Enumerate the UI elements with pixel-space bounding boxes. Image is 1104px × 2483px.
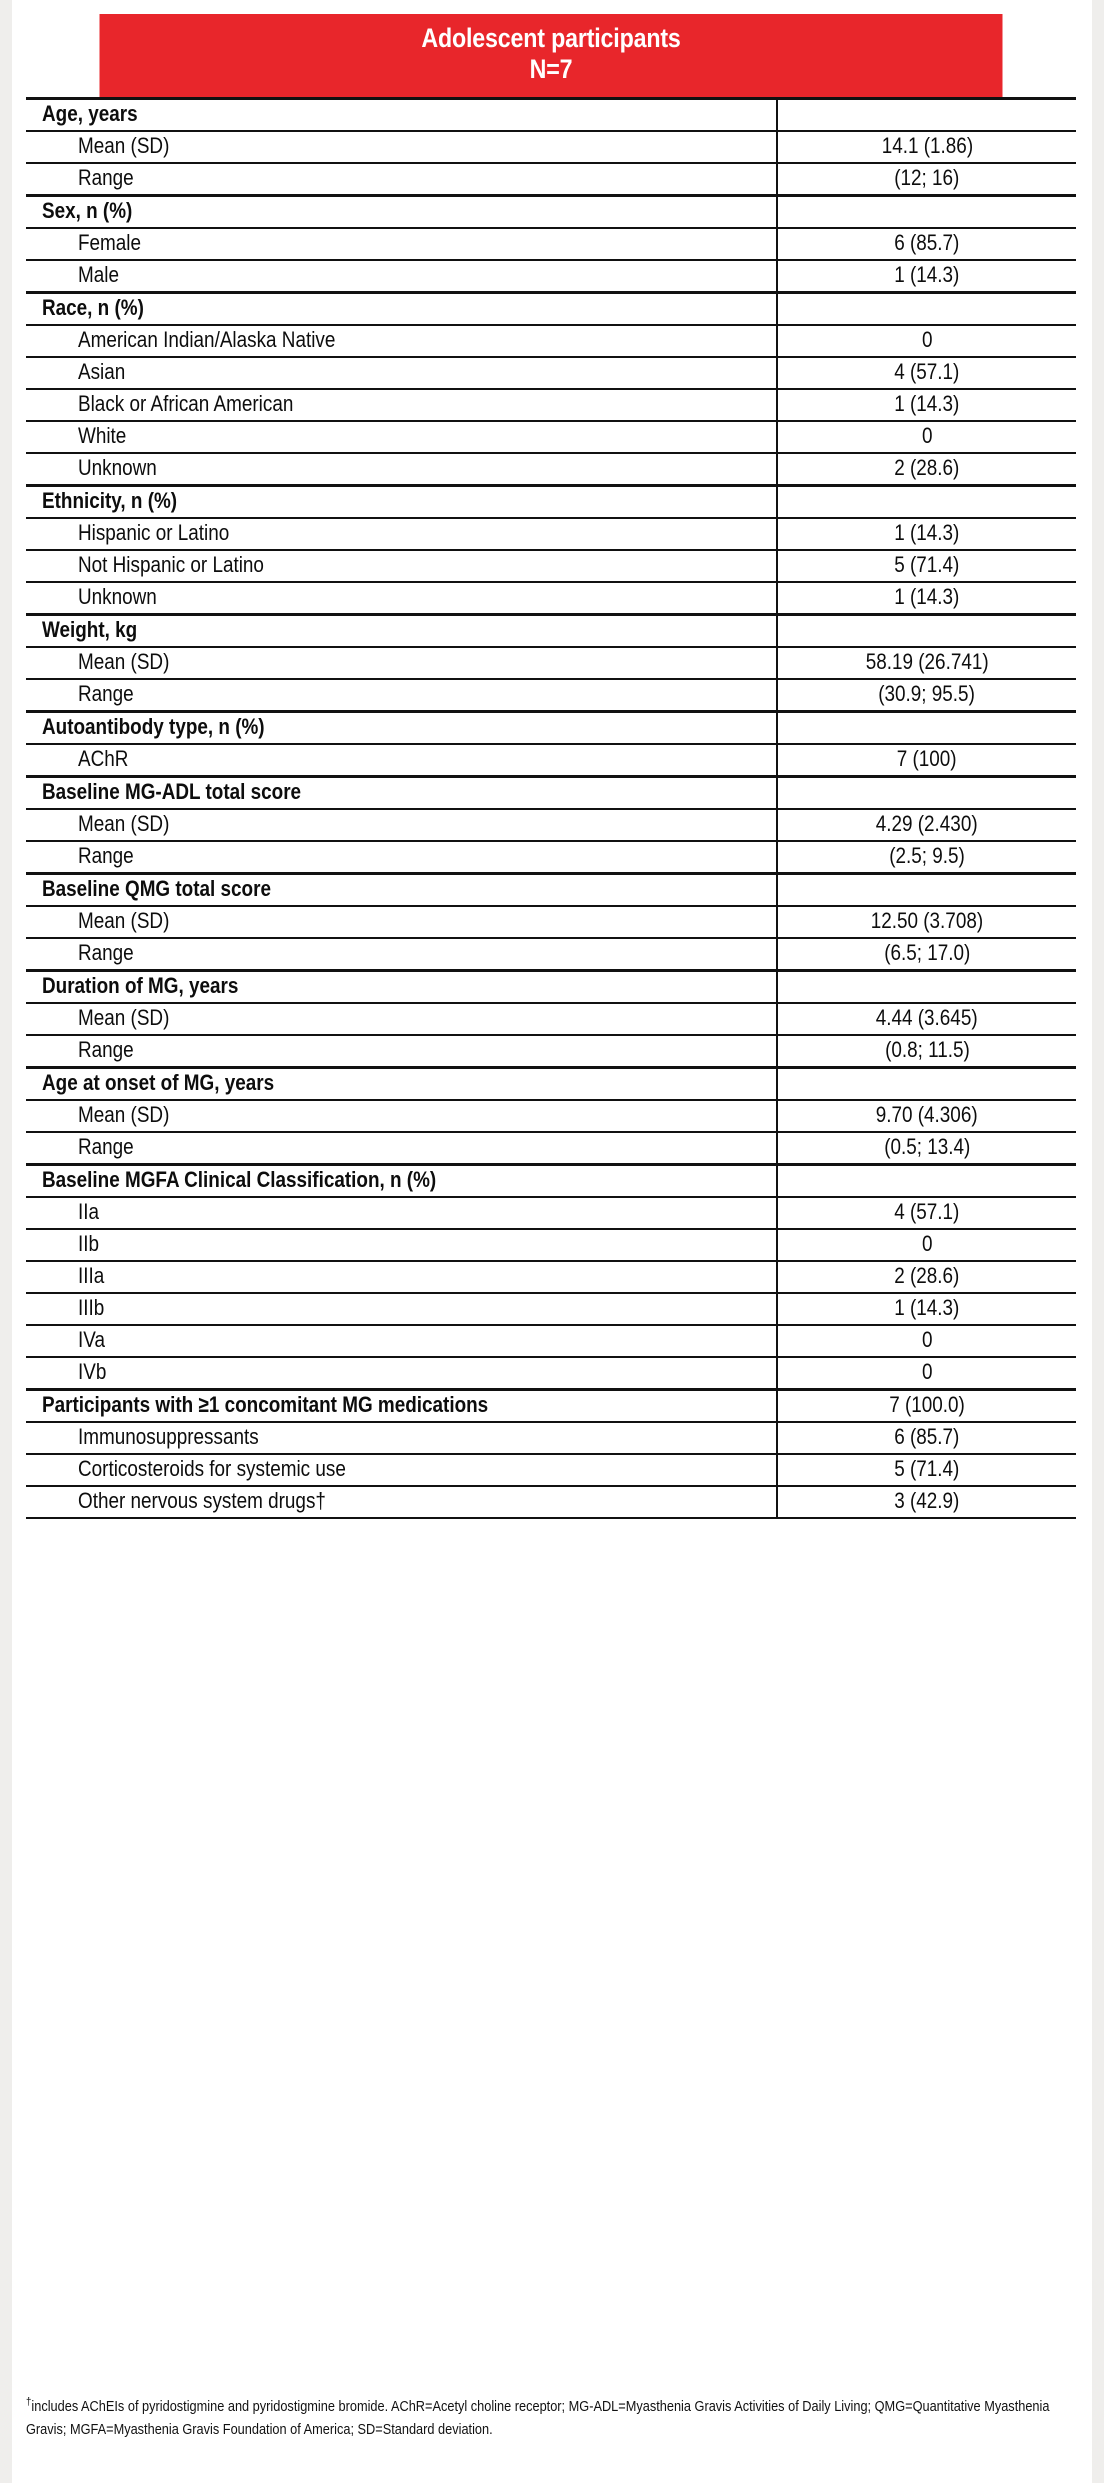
row-value: 4 (57.1) xyxy=(894,359,960,385)
section-label-cell xyxy=(26,776,777,809)
row-label-cell xyxy=(26,1197,777,1229)
table-row xyxy=(26,938,1076,971)
table-row xyxy=(26,1132,1076,1165)
row-value-cell xyxy=(777,131,1076,163)
row-label-cell xyxy=(26,1325,777,1357)
row-label-cell xyxy=(26,550,777,582)
row-label: Baseline MGFA Clinical Classification, n (%) xyxy=(42,1167,437,1193)
row-value-cell xyxy=(777,1067,1076,1100)
row-value-cell xyxy=(777,325,1076,357)
row-value-cell xyxy=(777,1035,1076,1068)
table-section-row xyxy=(26,776,1076,809)
section-label-cell xyxy=(26,614,777,647)
row-label: Autoantibody type, n (%) xyxy=(42,714,265,740)
row-label-cell xyxy=(26,1486,777,1518)
row-value: 1 (14.3) xyxy=(894,520,960,546)
table-row xyxy=(26,841,1076,874)
row-value: 1 (14.3) xyxy=(894,1295,960,1321)
row-value-cell xyxy=(777,1325,1076,1357)
section-label-cell xyxy=(26,195,777,228)
row-value: 0 xyxy=(921,1327,933,1353)
section-label-cell xyxy=(26,1389,777,1422)
table-section-row xyxy=(26,1067,1076,1100)
table-row xyxy=(26,389,1076,421)
row-value: (0.5; 13.4) xyxy=(883,1134,971,1160)
row-label: Range xyxy=(78,1037,134,1063)
row-value-cell xyxy=(777,1003,1076,1035)
row-label-cell xyxy=(26,421,777,453)
row-value-cell xyxy=(777,550,1076,582)
row-label-cell xyxy=(26,647,777,679)
row-value: 5 (71.4) xyxy=(894,552,960,578)
row-label-cell xyxy=(26,1132,777,1165)
row-value-cell xyxy=(777,1197,1076,1229)
footnote-marker: † xyxy=(26,2396,32,2408)
page-right-margin xyxy=(1092,0,1104,2483)
row-label: White xyxy=(78,423,127,449)
row-value: 0 xyxy=(921,1231,933,1257)
row-label: Black or African American xyxy=(78,391,294,417)
row-label: Range xyxy=(78,843,134,869)
row-value-cell xyxy=(777,453,1076,486)
table-row xyxy=(26,1325,1076,1357)
row-label-cell xyxy=(26,906,777,938)
row-value-cell xyxy=(777,1261,1076,1293)
row-label: Asian xyxy=(78,359,126,385)
table-row xyxy=(26,357,1076,389)
row-label: Unknown xyxy=(78,584,157,610)
row-label-cell xyxy=(26,1357,777,1390)
row-label-cell xyxy=(26,841,777,874)
row-label: Range xyxy=(78,681,134,707)
row-label: Baseline MG-ADL total score xyxy=(42,779,302,805)
section-label-cell xyxy=(26,711,777,744)
table-row xyxy=(26,550,1076,582)
row-label-cell xyxy=(26,131,777,163)
row-label: Mean (SD) xyxy=(78,908,170,934)
section-label-cell xyxy=(26,873,777,906)
row-value-cell xyxy=(777,389,1076,421)
row-label: Sex, n (%) xyxy=(42,198,133,224)
row-value-cell xyxy=(777,1293,1076,1325)
table-row xyxy=(26,1197,1076,1229)
row-label-cell xyxy=(26,938,777,971)
row-label-cell xyxy=(26,1293,777,1325)
row-value-cell xyxy=(777,873,1076,906)
row-value-cell xyxy=(777,421,1076,453)
row-label: Mean (SD) xyxy=(78,133,170,159)
row-value: 2 (28.6) xyxy=(894,455,960,481)
row-value-cell xyxy=(777,1100,1076,1132)
row-value-cell xyxy=(777,260,1076,293)
table-row xyxy=(26,131,1076,163)
table-row xyxy=(26,1422,1076,1454)
row-label-cell xyxy=(26,582,777,615)
row-value-cell xyxy=(777,195,1076,228)
row-label: IIb xyxy=(78,1231,100,1257)
row-value-cell xyxy=(777,841,1076,874)
row-value-cell xyxy=(777,518,1076,550)
footnote-inner xyxy=(26,2394,1070,2443)
row-value: 6 (85.7) xyxy=(894,230,960,256)
row-value: 4.29 (2.430) xyxy=(876,811,978,837)
row-label-cell xyxy=(26,1422,777,1454)
row-value: 3 (42.9) xyxy=(894,1488,960,1514)
row-label-cell xyxy=(26,1454,777,1486)
row-value: 4 (57.1) xyxy=(894,1199,960,1225)
row-label: Mean (SD) xyxy=(78,1102,170,1128)
row-value: (2.5; 9.5) xyxy=(889,843,965,869)
row-label: IIIb xyxy=(78,1295,105,1321)
section-label-cell xyxy=(26,970,777,1003)
table-section-row xyxy=(26,1389,1076,1422)
row-value: 1 (14.3) xyxy=(894,391,960,417)
row-label-cell xyxy=(26,1035,777,1068)
table-row xyxy=(26,1293,1076,1325)
row-label: Other nervous system drugs† xyxy=(78,1488,326,1514)
row-label-cell xyxy=(26,453,777,486)
row-label: IVb xyxy=(78,1359,107,1385)
table-row xyxy=(26,1454,1076,1486)
section-label-cell xyxy=(26,1164,777,1197)
row-value: 58.19 (26.741) xyxy=(865,649,989,675)
row-label: Range xyxy=(78,1134,134,1160)
section-label-cell xyxy=(26,98,777,131)
row-value: 14.1 (1.86) xyxy=(881,133,973,159)
row-value-cell xyxy=(777,485,1076,518)
table-body xyxy=(26,98,1076,1518)
row-value-cell xyxy=(777,906,1076,938)
row-value-cell xyxy=(777,647,1076,679)
table-row xyxy=(26,1003,1076,1035)
row-value: 5 (71.4) xyxy=(894,1456,960,1482)
row-label-cell xyxy=(26,228,777,260)
row-label-cell xyxy=(26,809,777,841)
row-value-cell xyxy=(777,228,1076,260)
table-row xyxy=(26,679,1076,712)
row-label-cell xyxy=(26,1261,777,1293)
table-row xyxy=(26,518,1076,550)
row-value: (12; 16) xyxy=(894,165,960,191)
row-value-cell xyxy=(777,163,1076,196)
row-value: 1 (14.3) xyxy=(894,262,960,288)
row-label-cell xyxy=(26,1100,777,1132)
row-value-cell xyxy=(777,1357,1076,1390)
row-value-cell xyxy=(777,582,1076,615)
row-label-cell xyxy=(26,518,777,550)
row-value-cell xyxy=(777,744,1076,777)
row-value: 9.70 (4.306) xyxy=(876,1102,978,1128)
row-value: 7 (100.0) xyxy=(889,1392,965,1418)
row-label: Male xyxy=(78,262,119,288)
row-value: 7 (100) xyxy=(897,746,957,772)
row-label: Female xyxy=(78,230,142,256)
row-label-cell xyxy=(26,260,777,293)
row-label-cell xyxy=(26,325,777,357)
row-label: Unknown xyxy=(78,455,157,481)
table-footnote xyxy=(26,2394,1076,2443)
row-value-cell xyxy=(777,1486,1076,1518)
row-label: Mean (SD) xyxy=(78,1005,170,1031)
table-header-row xyxy=(26,14,1076,98)
row-label: Weight, kg xyxy=(42,617,138,643)
table-header-cell xyxy=(100,14,1003,98)
row-value: (30.9; 95.5) xyxy=(878,681,976,707)
table-row xyxy=(26,1100,1076,1132)
row-label-cell xyxy=(26,679,777,712)
table-row xyxy=(26,325,1076,357)
row-value: 0 xyxy=(921,327,933,353)
row-value-cell xyxy=(777,1422,1076,1454)
row-label: IVa xyxy=(78,1327,105,1353)
row-label: Hispanic or Latino xyxy=(78,520,230,546)
row-value: (6.5; 17.0) xyxy=(883,940,971,966)
table-row xyxy=(26,744,1076,777)
row-label-cell xyxy=(26,744,777,777)
table-row xyxy=(26,582,1076,615)
row-label: Age, years xyxy=(42,101,138,127)
table-section-row xyxy=(26,970,1076,1003)
row-label-cell xyxy=(26,357,777,389)
section-label-cell xyxy=(26,1067,777,1100)
section-label-cell xyxy=(26,485,777,518)
row-label: IIa xyxy=(78,1199,100,1225)
row-label: American Indian/Alaska Native xyxy=(78,327,336,353)
table-row xyxy=(26,809,1076,841)
row-value-cell xyxy=(777,357,1076,389)
row-label: Range xyxy=(78,940,134,966)
row-value: 0 xyxy=(921,1359,933,1385)
row-value-cell xyxy=(777,679,1076,712)
row-value-cell xyxy=(777,1132,1076,1165)
table-row xyxy=(26,228,1076,260)
row-label-cell xyxy=(26,1003,777,1035)
row-label: Participants with ≥1 concomitant MG medications xyxy=(42,1392,489,1418)
row-value: 12.50 (3.708) xyxy=(870,908,984,934)
row-label: AChR xyxy=(78,746,129,772)
table-row xyxy=(26,1261,1076,1293)
table-section-row xyxy=(26,1164,1076,1197)
table-row xyxy=(26,1035,1076,1068)
table-row xyxy=(26,1486,1076,1518)
row-label: Baseline QMG total score xyxy=(42,876,271,902)
row-value-cell xyxy=(777,711,1076,744)
table-row xyxy=(26,1357,1076,1390)
table-row xyxy=(26,163,1076,196)
row-value: 4.44 (3.645) xyxy=(876,1005,978,1031)
row-label: Not Hispanic or Latino xyxy=(78,552,264,578)
row-label: Range xyxy=(78,165,134,191)
row-value-cell xyxy=(777,1229,1076,1261)
table-row xyxy=(26,260,1076,293)
row-label: IIIa xyxy=(78,1263,105,1289)
row-label: Duration of MG, years xyxy=(42,973,239,999)
table-section-row xyxy=(26,98,1076,131)
row-label-cell xyxy=(26,1229,777,1261)
row-value: (0.8; 11.5) xyxy=(884,1037,970,1063)
row-label: Mean (SD) xyxy=(78,649,170,675)
row-value-cell xyxy=(777,1389,1076,1422)
row-label: Age at onset of MG, years xyxy=(42,1070,275,1096)
table-section-row xyxy=(26,873,1076,906)
row-label: Immunosuppressants xyxy=(78,1424,259,1450)
table-section-row xyxy=(26,485,1076,518)
table-row xyxy=(26,1229,1076,1261)
table-n-count: N=7 xyxy=(529,54,573,85)
row-label-cell xyxy=(26,163,777,196)
section-label-cell xyxy=(26,292,777,325)
table-section-row xyxy=(26,292,1076,325)
row-value-cell xyxy=(777,809,1076,841)
row-value-cell xyxy=(777,938,1076,971)
table-section-row xyxy=(26,195,1076,228)
table-section-row xyxy=(26,711,1076,744)
row-value-cell xyxy=(777,98,1076,131)
table-row xyxy=(26,647,1076,679)
table-row xyxy=(26,906,1076,938)
row-value: 6 (85.7) xyxy=(894,1424,960,1450)
table-section-row xyxy=(26,614,1076,647)
row-value-cell xyxy=(777,970,1076,1003)
table-row xyxy=(26,453,1076,486)
row-label: Corticosteroids for systemic use xyxy=(78,1456,346,1482)
row-label: Race, n (%) xyxy=(42,295,144,321)
page-left-margin xyxy=(0,0,12,2483)
row-label-cell xyxy=(26,389,777,421)
row-label: Ethnicity, n (%) xyxy=(42,488,178,514)
footnote-text: includes AChEIs of pyridostigmine and pyridostigmine bromide. AChR=Acetyl choline receptor; MG-ADL=Myasthenia Gravis Activities of Daily Living; QMG=Quantitative Myasthenia Gravis; MGFA=Myasthenia Gravis Foundation of America; SD=Standard deviation. xyxy=(26,2398,1050,2439)
row-value: 0 xyxy=(921,423,933,449)
table-title: Adolescent participants xyxy=(421,23,681,53)
row-value-cell xyxy=(777,1164,1076,1197)
row-value-cell xyxy=(777,1454,1076,1486)
table-row xyxy=(26,421,1076,453)
row-value-cell xyxy=(777,614,1076,647)
row-value-cell xyxy=(777,776,1076,809)
row-value: 1 (14.3) xyxy=(894,584,960,610)
baseline-characteristics-table xyxy=(26,14,1076,1519)
row-value-cell xyxy=(777,292,1076,325)
row-label: Mean (SD) xyxy=(78,811,170,837)
row-value: 2 (28.6) xyxy=(894,1263,960,1289)
